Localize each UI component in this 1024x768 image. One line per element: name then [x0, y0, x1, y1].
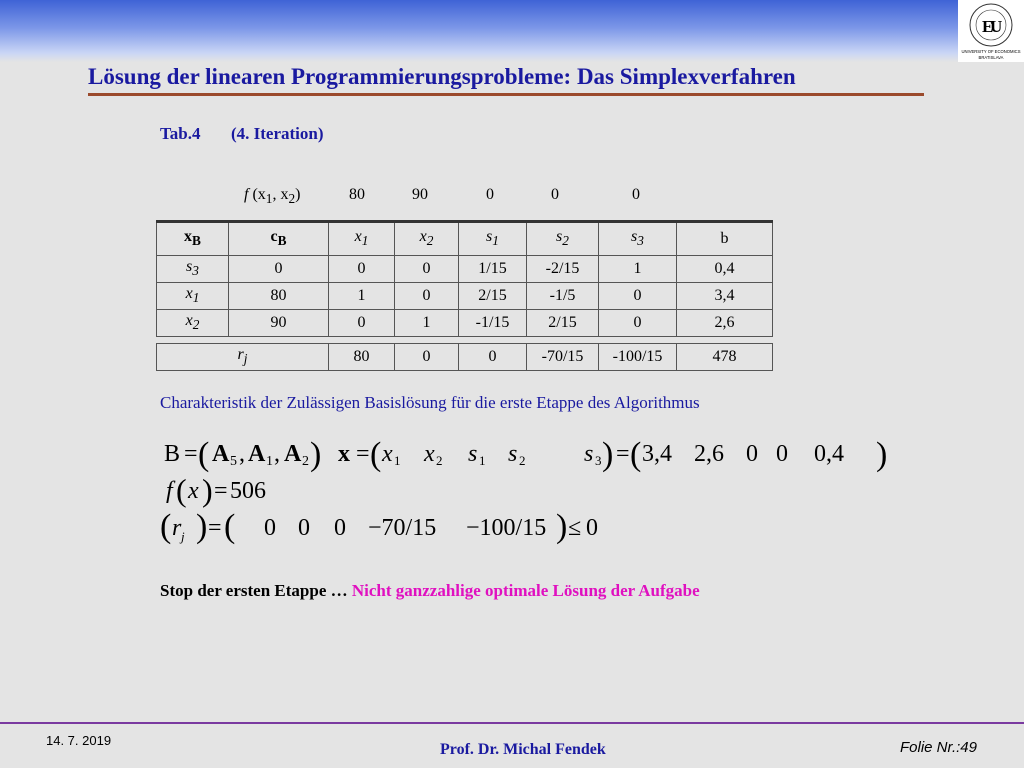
- footer-author: Prof. Dr. Michal Fendek: [440, 741, 606, 758]
- stop-conclusion: Nicht ganzzahlige optimale Lösung der Aufgabe: [351, 581, 700, 600]
- header-rhs: b: [677, 222, 773, 256]
- svg-text:1: 1: [394, 453, 401, 468]
- solution-vector-formula: [338, 436, 887, 473]
- objective-coef: 80: [349, 186, 365, 203]
- svg-text:≤: ≤: [568, 515, 582, 541]
- svg-text:(: (: [370, 436, 382, 473]
- rhs-cell: 2,6: [677, 310, 773, 337]
- svg-text:3: 3: [595, 453, 602, 468]
- svg-text:U: U: [990, 17, 1003, 36]
- reduced-cost-cell: 80: [329, 344, 395, 371]
- objective-coef: 0: [486, 186, 494, 203]
- basis-var: $s_3$: [157, 256, 229, 283]
- header-cost: $c_B$: [229, 222, 329, 256]
- svg-text:s: s: [584, 441, 594, 467]
- basis-var: $x_2$: [157, 310, 229, 337]
- svg-text:506: 506: [230, 478, 266, 504]
- svg-text:1: 1: [479, 453, 486, 468]
- svg-text:3,4: 3,4: [642, 441, 672, 467]
- objective-coef: 90: [412, 186, 428, 203]
- rhs-cell: 3,4: [677, 283, 773, 310]
- svg-text:): ): [876, 436, 888, 473]
- slide-number: Folie Nr.:49: [900, 739, 977, 756]
- svg-text:r: r: [172, 515, 182, 541]
- svg-text:,: ,: [239, 441, 245, 467]
- table-cell: 0: [599, 310, 677, 337]
- svg-text:=: =: [214, 478, 228, 504]
- svg-text:−100/15: −100/15: [466, 515, 547, 541]
- cost-cell: 90: [229, 310, 329, 337]
- svg-text:2: 2: [519, 453, 526, 468]
- svg-text:=: =: [184, 441, 198, 467]
- svg-text:(: (: [176, 472, 187, 508]
- title-underline: [88, 93, 924, 96]
- basis-solution-note: Charakteristik der Zulässigen Basislösung für die erste Etappe des Algorithmus: [160, 393, 700, 412]
- svg-text:(: (: [160, 508, 172, 545]
- university-seal-icon: [958, 0, 1024, 62]
- footer-divider: [0, 722, 1024, 724]
- svg-text:0: 0: [334, 515, 346, 541]
- svg-text:j: j: [181, 529, 185, 544]
- svg-text:=: =: [616, 441, 630, 467]
- table-cell: -1/15: [459, 310, 527, 337]
- reduced-cost-row: [157, 344, 773, 371]
- table-caption: [160, 124, 324, 144]
- objective-value-formula: [166, 472, 266, 508]
- stop-label: Stop der ersten Etappe …: [160, 581, 352, 600]
- svg-text:A: A: [248, 441, 266, 467]
- objective-coef: 0: [551, 186, 559, 203]
- svg-text:(: (: [630, 436, 642, 473]
- svg-text:B: B: [164, 441, 181, 467]
- table-cell: -1/5: [527, 283, 599, 310]
- simplex-table: [156, 220, 773, 371]
- svg-text:E: E: [982, 17, 994, 36]
- svg-text:(: (: [224, 508, 236, 545]
- footer-date: 14. 7. 2019: [46, 733, 112, 748]
- reduced-cost-cell: 0: [459, 344, 527, 371]
- svg-text:UNIVERSITY OF ECONOMICS: UNIVERSITY OF ECONOMICS: [961, 49, 1021, 54]
- table-cell: 2/15: [459, 283, 527, 310]
- table-cell: 2/15: [527, 310, 599, 337]
- reduced-cost-cell: -70/15: [527, 344, 599, 371]
- svg-text:): ): [556, 508, 568, 545]
- svg-text:(: (: [198, 436, 210, 473]
- svg-text:0: 0: [776, 441, 788, 467]
- svg-text:f: f: [166, 478, 173, 504]
- svg-text:0: 0: [264, 515, 276, 541]
- svg-text:s: s: [508, 441, 518, 467]
- table-cell: 1: [395, 310, 459, 337]
- table-header-row: [157, 222, 773, 256]
- table-cell: 0: [395, 256, 459, 283]
- table-row: [157, 283, 773, 310]
- svg-text:): ): [602, 436, 614, 473]
- header-basis: $x_B$: [157, 222, 229, 256]
- table-cell: 0: [329, 256, 395, 283]
- rhs-cell: 0,4: [677, 256, 773, 283]
- table-row: [157, 310, 773, 337]
- svg-text:x: x: [382, 441, 393, 467]
- svg-text:A: A: [212, 441, 230, 467]
- svg-text:): ): [202, 472, 213, 508]
- svg-text:x: x: [424, 441, 435, 467]
- svg-text:A: A: [284, 441, 302, 467]
- svg-text:−70/15: −70/15: [368, 515, 437, 541]
- table-cell: 1/15: [459, 256, 527, 283]
- objective-coef: 0: [632, 186, 640, 203]
- header-var: $x_2$: [395, 222, 459, 256]
- table-cell: -2/15: [527, 256, 599, 283]
- svg-text:2,6: 2,6: [694, 441, 724, 467]
- table-cell: 1: [599, 256, 677, 283]
- header-var: $s_3$: [599, 222, 677, 256]
- table-cell: 0: [395, 283, 459, 310]
- header-var: $s_1$: [459, 222, 527, 256]
- svg-text:0: 0: [586, 515, 598, 541]
- svg-text:2: 2: [436, 453, 443, 468]
- cost-cell: 0: [229, 256, 329, 283]
- table-number: Tab.4: [160, 124, 201, 143]
- header-bar: [0, 0, 1024, 62]
- reduced-cost-label: $r_j$: [157, 344, 329, 371]
- objective-value-cell: 478: [677, 344, 773, 371]
- svg-text:=: =: [208, 515, 222, 541]
- svg-text:0: 0: [298, 515, 310, 541]
- svg-text:0: 0: [746, 441, 758, 467]
- svg-text:x: x: [188, 478, 199, 504]
- basis-var: $x_1$: [157, 283, 229, 310]
- objective-label: f ($x_1$, $x_2$): [244, 186, 301, 207]
- svg-text:): ): [310, 436, 322, 473]
- page-title: Lösung der linearen Programmierungsprobleme: Das Simplexverfahren: [88, 64, 796, 89]
- basis-formula: [164, 436, 321, 473]
- svg-text:5: 5: [230, 454, 237, 469]
- iteration-label: (4. Iteration): [230, 124, 324, 143]
- svg-text:2: 2: [302, 454, 309, 469]
- cost-cell: 80: [229, 283, 329, 310]
- table-spacer: [157, 337, 773, 344]
- table-cell: 1: [329, 283, 395, 310]
- reduced-cost-cell: 0: [395, 344, 459, 371]
- svg-text:s: s: [468, 441, 478, 467]
- stop-statement: [160, 581, 700, 601]
- svg-text:): ): [196, 508, 208, 545]
- header-var: $x_1$: [329, 222, 395, 256]
- table-row: [157, 256, 773, 283]
- table-cell: 0: [599, 283, 677, 310]
- optimality-formula: [160, 508, 598, 545]
- svg-text:0,4: 0,4: [814, 441, 844, 467]
- svg-text:,: ,: [274, 441, 280, 467]
- solution-formulas: [150, 425, 910, 555]
- university-logo: [958, 0, 1024, 62]
- svg-text:x: x: [338, 441, 350, 467]
- svg-text:1: 1: [266, 454, 273, 469]
- svg-text:BRATISLAVA: BRATISLAVA: [978, 55, 1004, 60]
- svg-text:=: =: [356, 441, 370, 467]
- header-var: $s_2$: [527, 222, 599, 256]
- reduced-cost-cell: -100/15: [599, 344, 677, 371]
- table-cell: 0: [329, 310, 395, 337]
